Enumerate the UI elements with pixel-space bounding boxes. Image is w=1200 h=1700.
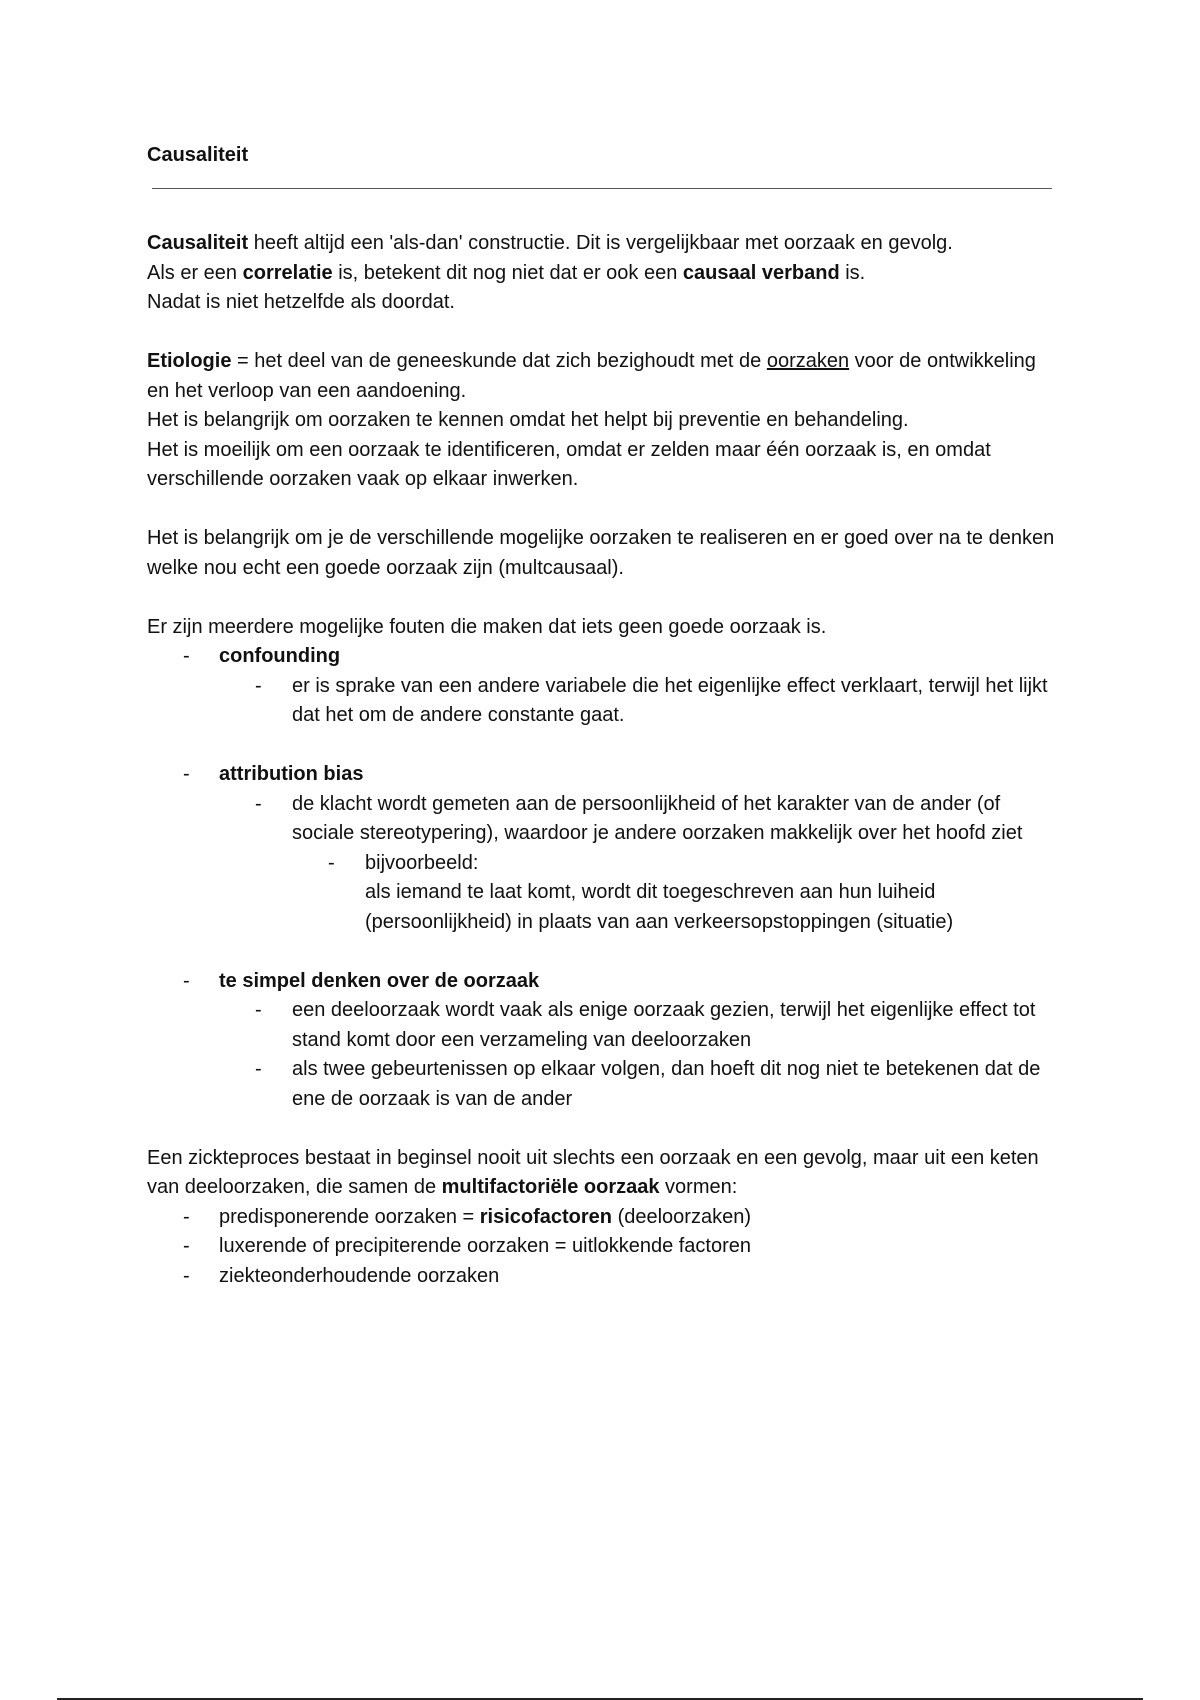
list-item-attribution: - attribution bias [147,760,1057,790]
disease-list [147,1203,1057,1292]
bullet-dash: - [255,674,262,697]
list-item-confounding: - confounding [147,642,1057,672]
etiologie-line-3: Het is moeilijk om een oorzaak te identificeren, omdat er zelden maar één oorzaak is, en omdat verschillende oorzaken vaak op elkaar inwerken. [147,438,991,490]
list-item-maintaining: - ziekteonderhoudende oorzaken [147,1262,1057,1292]
intro-line-2: Als er een correlatie is, betekent dit nog niet dat er ook een causaal verband is. [147,261,866,284]
bullet-dash: - [183,969,190,992]
etiologie-definition: Etiologie = het deel van de geneeskunde dat zich bezighoudt met de oorzaken voor de ontwikkeling en het verloop van een aandoening. [147,350,1036,402]
errors-list-attribution [147,760,1057,937]
example-text: als iemand te laat komt, wordt dit toegeschreven aan hun luiheid (persoonlijkheid) in plaats van aan verkeersopstoppingen (situatie) [365,881,954,933]
list-item-attribution-example [147,849,1057,938]
bullet-dash: - [183,1264,190,1287]
list-item-simple-desc-2: - als twee gebeurtenissen op elkaar volgen, dan hoeft dit nog niet te betekenen dat de ene de oorzaak is van de ander [147,1055,1057,1114]
etiologie-line-2: Het is belangrijk om oorzaken te kennen omdat het helpt bij preventie en behandeling. [147,409,909,431]
errors-intro: Er zijn meerdere mogelijke fouten die maken dat iets geen goede oorzaak is. [147,615,827,638]
bullet-dash: - [255,792,262,815]
document-page [147,140,1057,1291]
list-item-simple: - te simpel denken over de oorzaak [147,967,1057,997]
example-label: bijvoorbeeld: [365,851,479,874]
underlined-term: oorzaken [766,350,850,372]
errors-list [147,642,1057,731]
errors-list-simple [147,967,1057,1115]
etiologie-paragraph [147,347,1057,495]
bullet-dash: - [183,1205,190,1228]
bullet-dash: - [183,1235,190,1257]
bullet-dash: - [255,999,262,1021]
list-item-confounding-desc: - er is sprake van een andere variabele die het eigenlijke effect verklaart, terwijl het lijkt dat het om de andere constante gaat. [147,672,1057,731]
bullet-dash: - [183,763,190,785]
disease-intro: Een zickteproces bestaat in beginsel nooit uit slechts een oorzaak en een gevolg, maar uit een keten van deeloorzaken, die samen de multifactoriële oorzaak vormen: [147,1146,1039,1198]
intro-line-1: Causaliteit heeft altijd een 'als-dan' constructie. Dit is vergelijkbaar met oorzaak en gevolg. [147,232,953,254]
list-item-simple-desc-1: - een deeloorzaak wordt vaak als enige oorzaak gezien, terwijl het eigenlijke effect tot stand komt door een verzameling van deeloorzaken [147,996,1057,1055]
bullet-dash: - [328,851,335,874]
multicausal-paragraph: Het is belangrijk om je de verschillende mogelijke oorzaken te realiseren en er goed over na te denken welke nou echt een goede oorzaak zijn (multcausaal). [147,527,1055,579]
intro-paragraph [147,229,1057,318]
bullet-dash: - [183,645,190,667]
bullet-dash: - [255,1058,262,1080]
list-item-predisposing: - predisponerende oorzaken = risicofactoren (deeloorzaken) [147,1203,1057,1233]
page-title: Causaliteit [147,144,249,166]
list-item-precipitating: - luxerende of precipiterende oorzaken = uitlokkende factoren [147,1232,1057,1262]
list-item-attribution-desc: - de klacht wordt gemeten aan de persoonlijkheid of het karakter van de ander (of sociale stereotypering), waardoor je andere oorzaken makkelijk over het hoofd ziet [147,790,1057,849]
intro-line-3: Nadat is niet hetzelfde als doordat. [147,291,455,313]
